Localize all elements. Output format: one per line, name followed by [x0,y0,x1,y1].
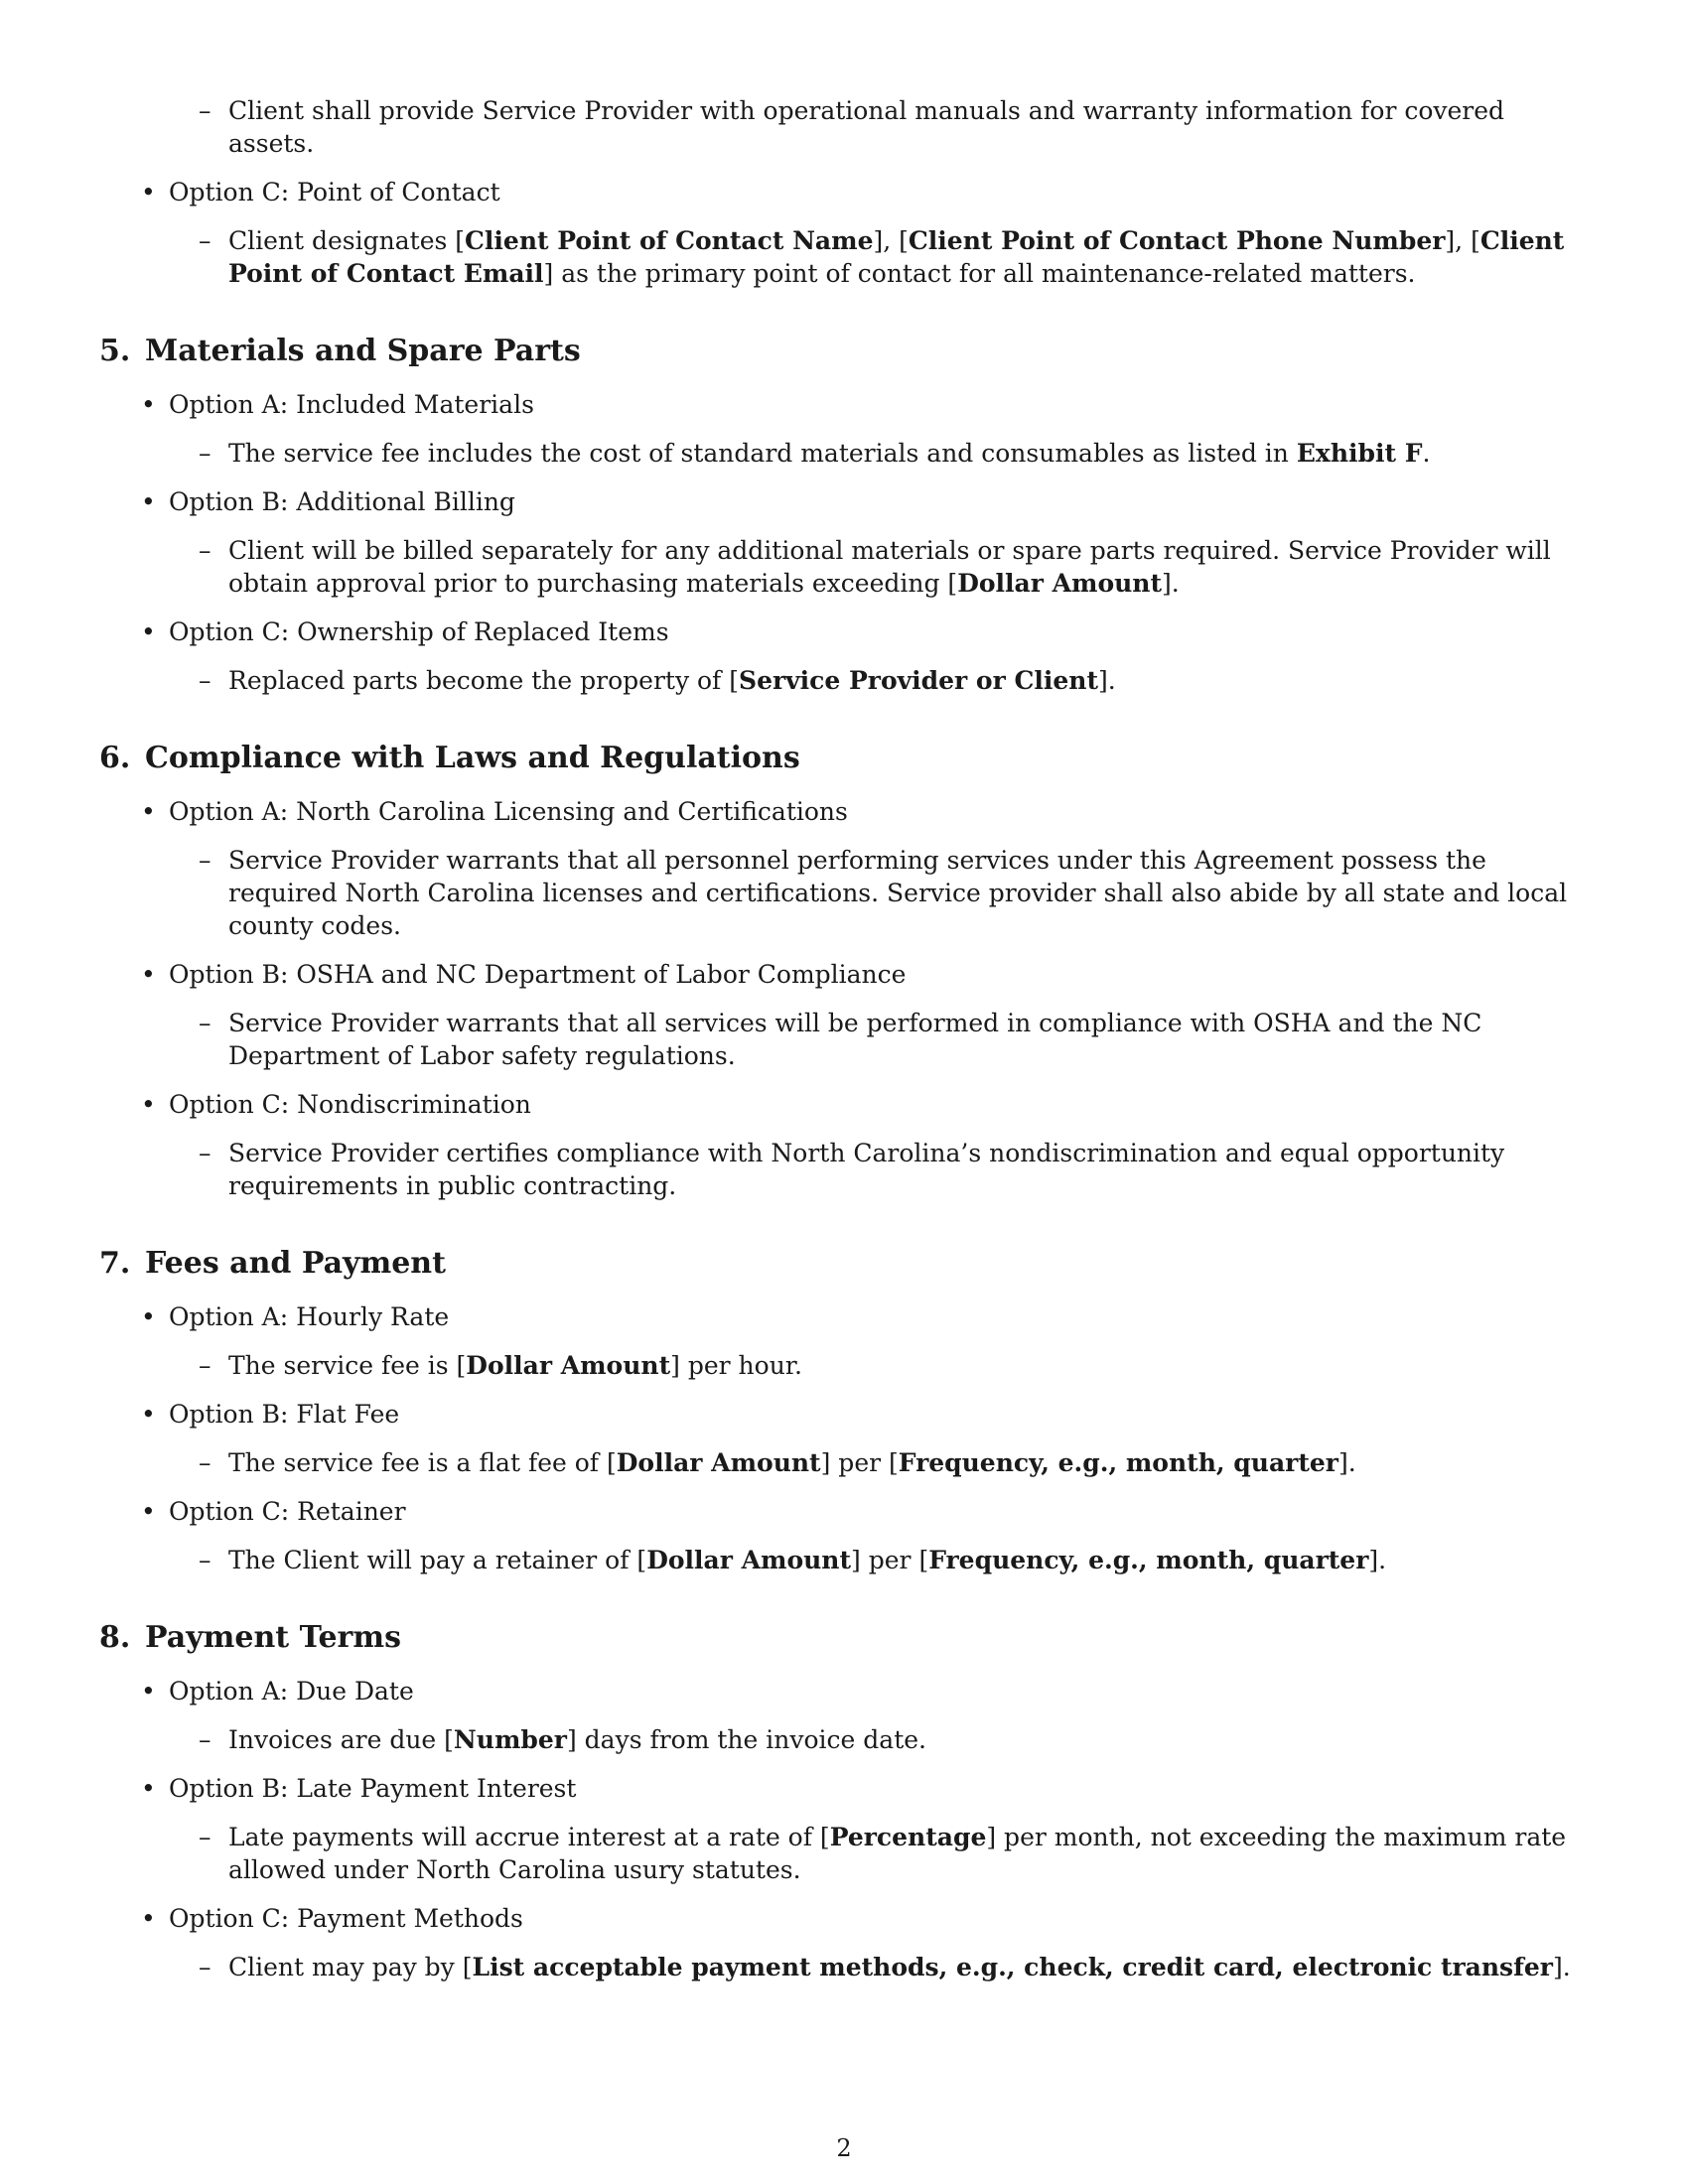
s5-option-b-clause: – Client will be billed separately for any additional materials or spare parts required. Service Provider will obtain approval prior to purchasing materials exceeding [Dollar Amount]. [228,534,1589,600]
s7-option-c-clause: – The Client will pay a retainer of [Dollar Amount] per [Frequency, e.g., month, quarter]. [228,1544,1589,1576]
s7-option-b: • Option B: Flat Fee [169,1400,1589,1429]
contact-email-placeholder: Client Point of Contact Email [228,226,1565,288]
s5-option-a: • Option A: Included Materials [169,390,1589,419]
s6-option-c: • Option C: Nondiscrimination [169,1090,1589,1119]
s8-option-a-clause: – Invoices are due [Number] days from the invoice date. [228,1723,1589,1756]
s8-option-a: • Option A: Due Date [169,1677,1589,1706]
s6-option-b: • Option B: OSHA and NC Department of Labor Compliance [169,960,1589,989]
s7-option-a: • Option A: Hourly Rate [169,1302,1589,1331]
s6-option-a: • Option A: North Carolina Licensing and Certifications [169,797,1589,826]
s6-option-a-clause: – Service Provider warrants that all personnel performing services under this Agreement possess the required North Carolina licenses and certifications. Service provider shall also abide by all state and local county codes. [228,844,1589,942]
s8-option-c-clause: – Client may pay by [List acceptable payment methods, e.g., check, credit card, electronic transfer]. [228,1951,1589,1983]
s8-option-b-clause: – Late payments will accrue interest at a rate of [Percentage] per month, not exceeding the maximum rate allowed under North Carolina usury statutes. [228,1821,1589,1886]
section-5-heading: 5. Materials and Spare Parts [99,334,581,368]
s5-option-c: • Option C: Ownership of Replaced Items [169,617,1589,646]
section-6-heading: 6. Compliance with Laws and Regulations [99,741,800,775]
s8-option-c: • Option C: Payment Methods [169,1904,1589,1933]
section-7-heading: 7. Fees and Payment [99,1246,446,1281]
contact-name-placeholder: Client Point of Contact Name [465,226,874,255]
point-of-contact-clause: – Client designates [Client Point of Contact Name], [Client Point of Contact Phone Number], [Client Point of Contact Email] as the primary point of contact for all maintenance-related matters. [228,224,1589,290]
section-8-heading: 8. Payment Terms [99,1620,401,1655]
s8-option-b: • Option B: Late Payment Interest [169,1774,1589,1803]
manuals-clause: – Client shall provide Service Provider with operational manuals and warranty information for covered assets. [228,94,1589,160]
s7-option-b-clause: – The service fee is a flat fee of [Dollar Amount] per [Frequency, e.g., month, quarter]. [228,1446,1589,1479]
s5-option-a-clause: – The service fee includes the cost of standard materials and consumables as listed in Exhibit F. [228,437,1589,470]
page-number: 2 [836,2134,852,2162]
s5-option-b: • Option B: Additional Billing [169,487,1589,516]
s6-option-b-clause: – Service Provider warrants that all services will be performed in compliance with OSHA and the NC Department of Labor safety regulations. [228,1007,1589,1072]
s7-option-c: • Option C: Retainer [169,1497,1589,1526]
s7-option-a-clause: – The service fee is [Dollar Amount] per hour. [228,1349,1589,1382]
option-c-point-of-contact: • Option C: Point of Contact [169,178,1589,206]
s5-option-c-clause: – Replaced parts become the property of [Service Provider or Client]. [228,664,1589,697]
s6-option-c-clause: – Service Provider certifies compliance with North Carolina’s nondiscrimination and equal opportunity requirements in public contracting. [228,1137,1589,1202]
document-page [99,94,1589,2001]
contact-phone-placeholder: Client Point of Contact Phone Number [908,226,1446,255]
